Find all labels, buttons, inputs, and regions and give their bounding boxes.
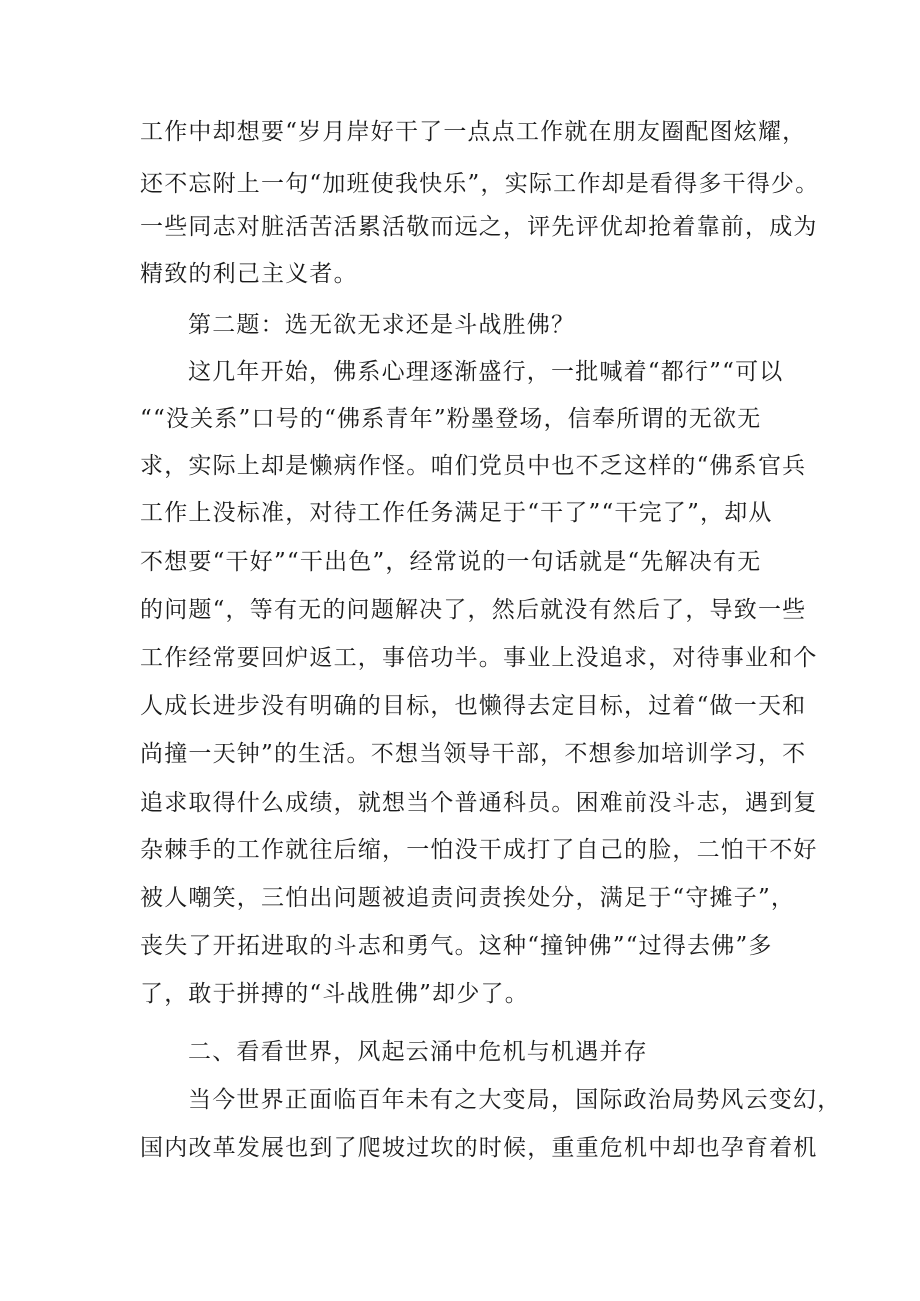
text-line: 这几年开始，佛系心理逐渐盛行，一批喊着“都行”“可以 [188,359,784,385]
text-line: 求，实际上却是懒病作怪。咱们党员中也不乏这样的“佛系官兵 [140,453,807,479]
text-line: 追求取得什么成绩，就想当个普通科员。困难前没斗志，遇到复 [140,790,818,816]
text-line: 不想要“干好”“干出色”，经常说的一句话就是“先解决有无 [140,549,762,575]
section-heading: 二、看看世界，风起云涌中危机与机遇并存 [188,1039,648,1065]
text-line: 工作经常要回炉返工，事倍功半。事业上没追求，对待事业和个 [140,645,818,671]
text-line: 国内改革发展也到了爬坡过坎的时候，重重危机中却也孕育着机 [140,1135,818,1161]
text-line: 工作中却想要“岁月岸好干了一点点工作就在朋友圈配图炫耀， [140,119,807,145]
text-line: 当今世界正面临百年未有之大变局，国际政治局势风云变幻， [188,1087,842,1113]
text-line: 的问题“，等有无的问题解决了，然后就没有然后了，导致一些 [140,597,807,623]
subheading: 第二题：选无欲无求还是斗战胜佛？ [188,312,576,338]
text-line: 丧失了开拓进取的斗志和勇气。这种“撞钟佛”“过得去佛”多 [140,933,773,959]
text-line: 工作上没标准，对待工作任务满足于“干了”“干完了”，却从 [140,500,773,526]
text-line: 精致的利己主义者。 [140,261,358,287]
text-line: 还不忘附上一句“加班使我快乐”，实际工作却是看得多干得少。 [140,171,820,197]
text-line: 杂棘手的工作就往后缩，一怕没干成打了自己的脸，二怕干不好 [140,837,818,863]
text-line: 了，敢于拼搏的“斗战胜佛”却少了。 [140,981,529,1007]
text-line: 被人嘲笑，三怕出问题被追责问责挨处分，满足于“守摊子”， [140,885,796,911]
text-line: ““没关系”口号的“佛系青年”粉墨登场，信奉所谓的无欲无 [140,406,762,432]
text-line: 尚撞一天钟”的生活。不想当领导干部，不想参加培训学习，不 [140,741,807,767]
text-line: 人成长进步没有明确的目标，也懒得去定目标，过着“做一天和 [140,693,807,719]
text-line: 一些同志对脏活苦活累活敬而远之，评先评优却抢着靠前，成为 [140,214,818,240]
